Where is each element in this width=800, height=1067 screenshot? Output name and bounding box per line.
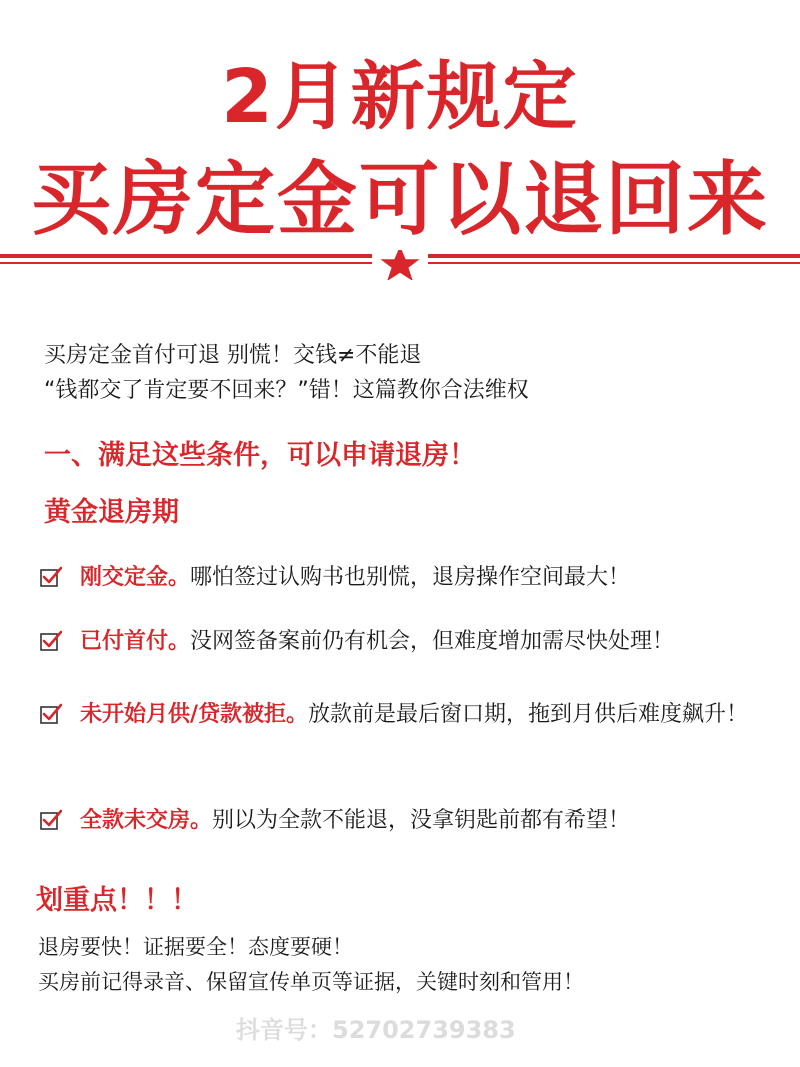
- list-item: [40, 560, 780, 596]
- list-item: [40, 697, 780, 733]
- list-item: [40, 803, 780, 839]
- checkbox-icon: [40, 809, 62, 831]
- divider-star: [0, 250, 800, 280]
- item-text: 放款前是最后窗口期，拖到月供后难度飙升！: [308, 702, 749, 727]
- title-line-1: 2月新规定: [221, 54, 579, 140]
- item-highlight: 未开始月供/贷款被拒。: [80, 702, 309, 727]
- title-line-2: 买房定金可以退回来: [31, 153, 769, 246]
- item-text: 没网签备案前仍有机会，但难度增加需尽快处理！: [190, 629, 675, 654]
- item-text: 别以为全款不能退，没拿钥匙前都有希望！: [212, 808, 631, 833]
- watermark: 抖音号：52702739383: [236, 1016, 516, 1044]
- checkbox-icon: [40, 630, 62, 652]
- intro-line-1: 买房定金首付可退 别慌！交钱≠不能退: [44, 343, 422, 368]
- section-subheading: 黄金退房期: [44, 497, 179, 528]
- checkbox-icon: [40, 566, 62, 588]
- section-heading: 一、满足这些条件，可以申请退房！: [44, 440, 476, 471]
- checkbox-icon: [40, 703, 62, 725]
- list-item: [40, 624, 780, 660]
- summary-heading: 划重点！！！: [36, 885, 198, 916]
- item-highlight: 刚交定金。: [80, 565, 191, 590]
- intro-line-2: “钱都交了肯定要不回来？”错！这篇教你合法维权: [44, 378, 529, 403]
- item-text: 哪怕签过认购书也别慌，退房操作空间最大！: [190, 565, 631, 590]
- item-highlight: 已付首付。: [80, 629, 191, 654]
- summary-line-2: 买房前记得录音、保留宣传单页等证据，关键时刻和管用！: [38, 970, 584, 994]
- item-highlight: 全款未交房。: [80, 808, 213, 833]
- summary-line-1: 退房要快！证据要全！态度要硬！: [38, 935, 353, 959]
- star-icon: [380, 250, 419, 280]
